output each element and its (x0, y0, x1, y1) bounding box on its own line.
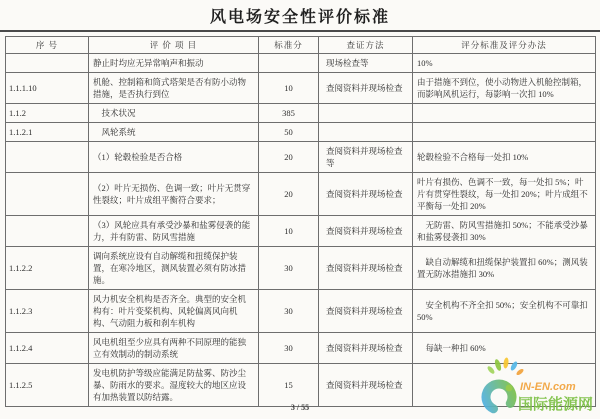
cell-criteria (413, 104, 596, 123)
cell-criteria: 每缺一种扣 60% (413, 333, 596, 364)
logo-name-text: 国际能源网 (518, 396, 594, 413)
cell-method: 查阅资料并现场检查 (319, 73, 413, 104)
cell-method: 查阅资料并现场检查 (319, 364, 413, 407)
table-row (6, 364, 596, 407)
cell-no (6, 216, 89, 247)
cell-score (259, 54, 319, 73)
page-title: 风电场安全性评价标准 (209, 9, 390, 26)
cell-score: 30 (259, 247, 319, 290)
cell-item: 机舱、控制箱和筒式塔架是否有防小动物措施，是否执行到位 (89, 73, 259, 104)
cell-method: 查阅资料并现场检查 (319, 216, 413, 247)
table-row (6, 247, 596, 290)
cell-method (319, 104, 413, 123)
cell-no (6, 173, 89, 216)
cell-item: 风轮系统 (89, 123, 259, 142)
table-row (6, 73, 596, 104)
cell-no: 1.1.2.1 (6, 123, 89, 142)
cell-no: 1.1.2.2 (6, 247, 89, 290)
table-row (6, 333, 596, 364)
header-serial-number: 序 号 (6, 37, 89, 54)
cell-item: 调向系统应设有自动解缆和扭缆保护装置，在寒冷地区，测风装置必须有防冰措施。 (89, 247, 259, 290)
cell-score: 30 (259, 290, 319, 333)
page-number: 3 / 55 (290, 403, 310, 412)
evaluation-standards-table (5, 36, 596, 407)
cell-no: 1.1.2.5 (6, 364, 89, 407)
cell-no: 1.1.1.10 (6, 73, 89, 104)
cell-item: （1）轮毂检验是否合格 (89, 142, 259, 173)
cell-method: 查阅资料并现场检查 (319, 173, 413, 216)
cell-criteria: 安全机构不齐全扣 50%；安全机构不可靠扣 50% (413, 290, 596, 333)
cell-no (6, 54, 89, 73)
cell-item: 静止时均应无异常响声和振动 (89, 54, 259, 73)
cell-item: （3）风轮应具有承受沙暴和盐雾侵袭的能力，并有防雷、防风雪措施 (89, 216, 259, 247)
cell-method: 查阅资料并现场检查 (319, 247, 413, 290)
cell-item: 发电机防护等级应能满足防盐雾、防沙尘暴、防雨水的要求。湿度较大的地区应设有加热装置以防结露。 (89, 364, 259, 407)
cell-criteria: 无防雷、防风雪措施扣 50%；不能承受沙暴和盐雾侵袭扣 30% (413, 216, 596, 247)
table-row (6, 290, 596, 333)
cell-score: 20 (259, 142, 319, 173)
cell-criteria: 缺自动解缆和扭缆保护装置扣 60%；测风装置无防冰措施扣 30% (413, 247, 596, 290)
cell-item: （2）叶片无损伤、色调一致；叶片无贯穿性裂纹；叶片成组平衡符合要求； (89, 173, 259, 216)
cell-criteria: 轮毂检验不合格每一处扣 10% (413, 142, 596, 173)
cell-item: 风电机组至少应具有两种不同原理的能独立有效制动的制动系统 (89, 333, 259, 364)
table-row (6, 123, 596, 142)
table-row (6, 54, 596, 73)
cell-method: 查阅资料并现场检查等 (319, 142, 413, 173)
cell-score: 385 (259, 104, 319, 123)
table-body (6, 54, 596, 407)
cell-no: 1.1.2.4 (6, 333, 89, 364)
cell-score: 50 (259, 123, 319, 142)
cell-no: 1.1.2 (6, 104, 89, 123)
table-row (6, 216, 596, 247)
cell-method: 现场检查等 (319, 54, 413, 73)
cell-score: 20 (259, 173, 319, 216)
cell-item: 技术状况 (89, 104, 259, 123)
table-row (6, 104, 596, 123)
cell-criteria (413, 364, 596, 407)
cell-criteria: 10% (413, 54, 596, 73)
cell-criteria: 叶片有损伤、色调不一致，每一处扣 5%；叶片有贯穿性裂纹，每一处扣 20%；叶片成组不平衡每一处扣 20% (413, 173, 596, 216)
cell-score: 30 (259, 333, 319, 364)
header-scoring-criteria: 评分标准及评分办法 (413, 37, 596, 54)
cell-method (319, 123, 413, 142)
table-row (6, 142, 596, 173)
cell-criteria (413, 123, 596, 142)
title-divider (0, 30, 600, 32)
cell-criteria: 由于措施不到位，使小动物进入机舱控制箱，而影响风机运行，每影响一次扣 10% (413, 73, 596, 104)
cell-method: 查阅资料并现场检查 (319, 290, 413, 333)
header-evaluation-item: 评 价 项 目 (89, 37, 259, 54)
logo-site-text: IN-EN.com (520, 381, 576, 393)
table-header-row (6, 37, 596, 54)
cell-score: 10 (259, 216, 319, 247)
header-verification-method: 查证方法 (319, 37, 413, 54)
cell-score: 15 (259, 364, 319, 407)
cell-score: 10 (259, 73, 319, 104)
cell-no (6, 142, 89, 173)
cell-item: 风力机安全机构是否齐全。典型的安全机构有：叶片变桨机构、风轮偏离风向机构、气动阻力板和刹车机构 (89, 290, 259, 333)
header-standard-score: 标准分 (259, 37, 319, 54)
cell-no: 1.1.2.3 (6, 290, 89, 333)
cell-method: 查阅资料并现场检查 (319, 333, 413, 364)
table-row (6, 173, 596, 216)
